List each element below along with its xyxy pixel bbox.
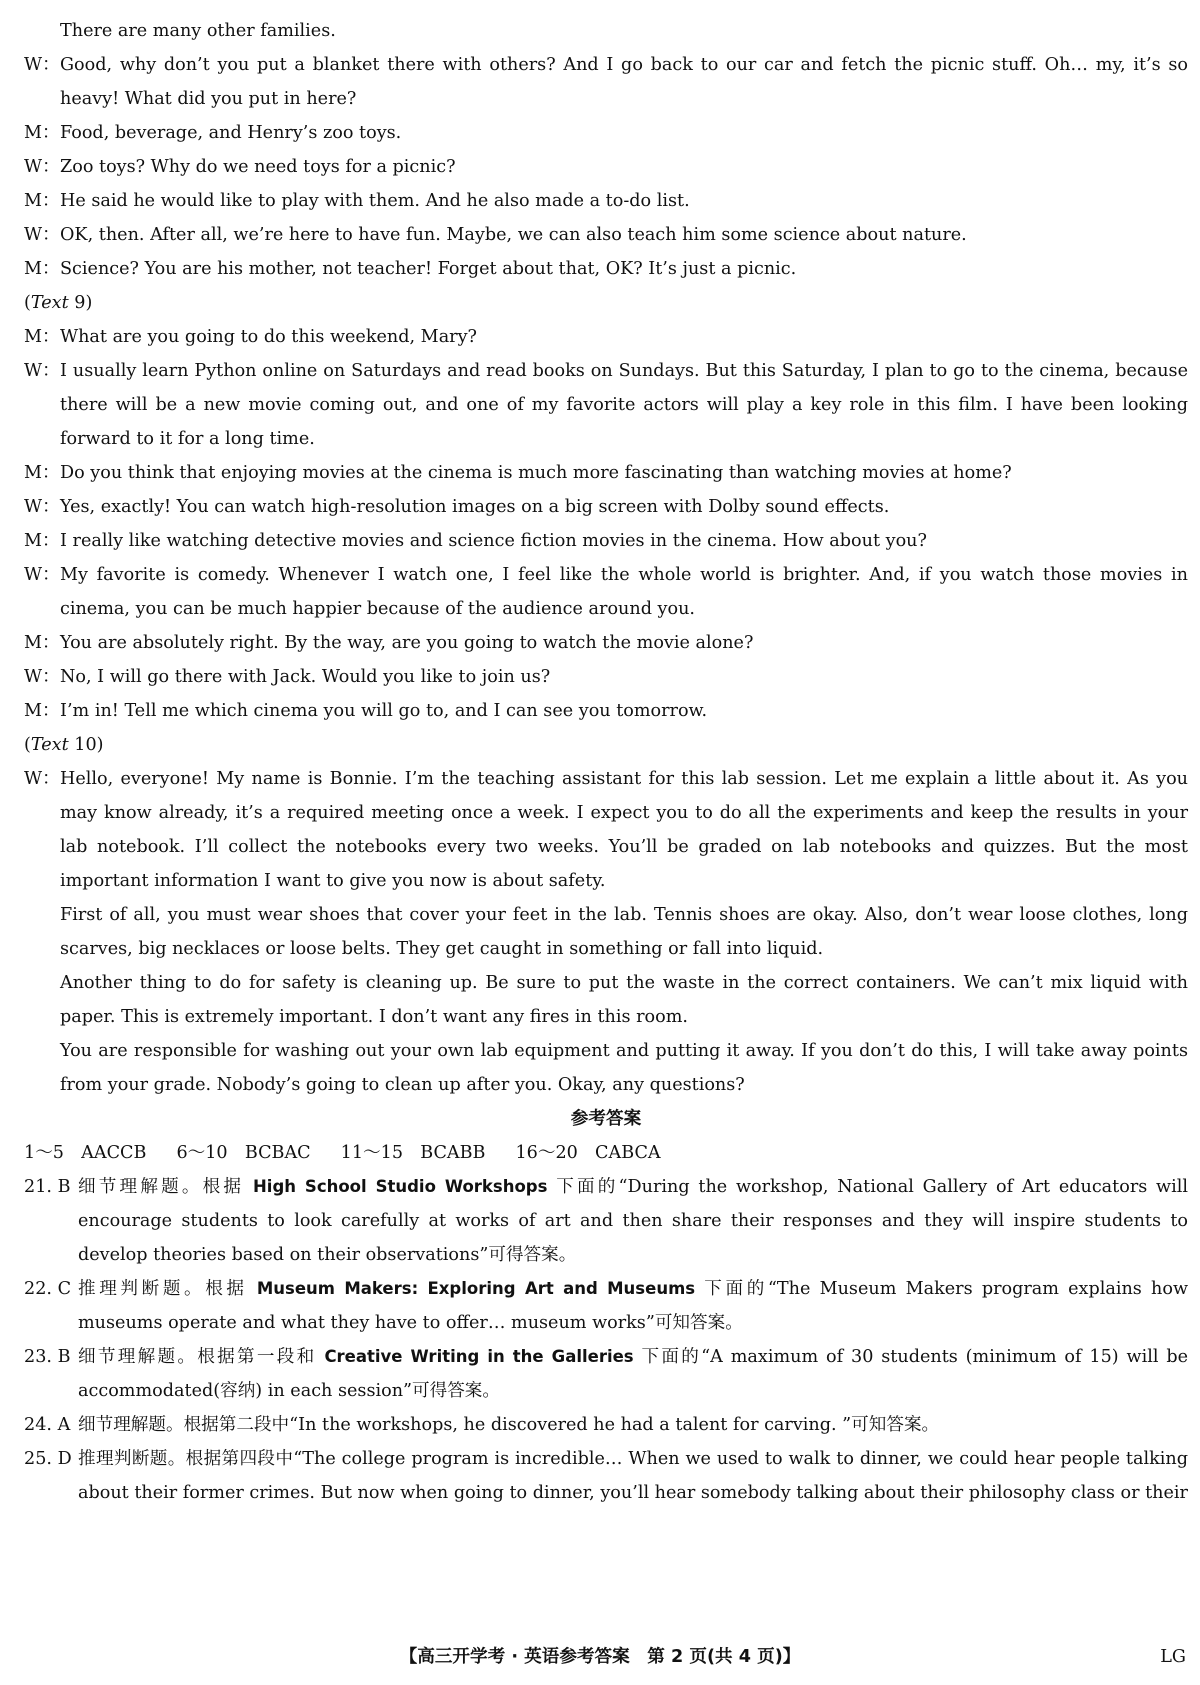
answer-key-row xyxy=(24,1136,1188,1170)
key-group: 11～15 BCABB xyxy=(340,1143,486,1163)
dialogue-text: I usually learn Python online on Saturdays and read books on Sundays. But this Saturday, I plan to go to the cinema, because there will be a new movie coming out, and one of my favorite actors will play a key role in this film. I have been looking forward to it for a long time. xyxy=(60,361,1188,449)
passage-heading-ref: Museum Makers: Exploring Art and Museums xyxy=(256,1279,696,1298)
answer-item xyxy=(24,1408,1188,1442)
dialogue-line xyxy=(24,354,1188,456)
dialogue-line xyxy=(24,320,1188,354)
speaker-label: W： xyxy=(24,565,60,585)
dialogue-line xyxy=(24,116,1188,150)
dialogue-line xyxy=(24,150,1188,184)
monologue-text: Hello, everyone! My name is Bonnie. I’m the teaching assistant for this lab session. Let me explain a little about it. As you may know already, it’s a required meeting once a week. I expect you to do all the experiments and keep the results in your lab notebook. I’ll collect the notebooks every two weeks. You’ll be graded on lab notebooks and quizzes. But the most important information I want to give you now is about safety. xyxy=(60,769,1188,891)
speaker-label: W： xyxy=(24,497,60,517)
speaker-label: M： xyxy=(24,701,60,721)
page-footer xyxy=(0,1640,1200,1674)
dialogue-line xyxy=(24,14,1188,48)
text10-paragraph: You are responsible for washing out your own lab equipment and putting it away. If you don’t do this, I will take away points from your grade. Nobody’s going to clean up after you. Okay, any questions? xyxy=(60,1041,1188,1095)
dialogue-text: My favorite is comedy. Whenever I watch one, I feel like the whole world is brighter. And, if you watch those movies in cinema, you can be much happier because of the audience around you. xyxy=(60,565,1188,619)
dialogue-text: I’m in! Tell me which cinema you will go to, and I can see you tomorrow. xyxy=(60,701,708,721)
text10-paragraph: First of all, you must wear shoes that cover your feet in the lab. Tennis shoes are okay. Also, don’t wear loose clothes, long scarves, big necklaces or loose belts. They get caught in something or fall into liquid. xyxy=(60,905,1188,959)
dialogue-text: Zoo toys? Why do we need toys for a picnic? xyxy=(60,157,456,177)
speaker-label: M： xyxy=(24,531,60,551)
dialogue-line xyxy=(24,524,1188,558)
speaker-label: W： xyxy=(24,361,60,381)
speaker-label xyxy=(24,14,60,48)
dialogue-text: Yes, exactly! You can watch high-resolution images on a big screen with Dolby sound effects. xyxy=(60,497,890,517)
dialogue-line xyxy=(24,456,1188,490)
text9-label: (Text 9) xyxy=(24,293,93,313)
dialogue-text: Good, why don’t you put a blanket there with others? And I go back to our car and fetch the picnic stuff. Oh… my, it’s so heavy! What did you put in here? xyxy=(60,55,1188,109)
speaker-label: M： xyxy=(24,259,60,279)
answer-explanation: 细节理解题。根据第二段中“In the workshops, he discovered he had a talent for carving. ”可知答案。 xyxy=(78,1415,940,1435)
answer-number: 22. C xyxy=(24,1279,72,1299)
text10-paragraph: Another thing to do for safety is cleaning up. Be sure to put the waste in the correct containers. We can’t mix liquid with paper. This is extremely important. I don’t want any fires in this room. xyxy=(60,973,1188,1027)
answer-explanation: 细节理解题。根据第一段和 Creative Writing in the Galleries 下面的“A maximum of 30 students (minimum of 15) will be accommodated(容纳) in each session”可得答案。 xyxy=(78,1347,1188,1401)
answer-explanations xyxy=(24,1170,1188,1510)
speaker-label: W： xyxy=(24,667,60,687)
dialogue-text: You are absolutely right. By the way, are you going to watch the movie alone? xyxy=(60,633,754,653)
answer-explanation: 推理判断题。根据第四段中“The college program is incredible… When we used to walk to dinner, we could hear people talking about their former crimes. But now when going to dinner, you’ll hear somebody talking about their philosophy class or their xyxy=(78,1449,1188,1503)
dialogue-text: Do you think that enjoying movies at the cinema is much more fascinating than watching movies at home? xyxy=(60,463,1012,483)
dialogue-line xyxy=(24,660,1188,694)
dialogue-text: OK, then. After all, we’re here to have fun. Maybe, we can also teach him some science about nature. xyxy=(60,225,967,245)
transcript-top xyxy=(24,14,1188,286)
key-group: 1～5 AACCB xyxy=(24,1143,147,1163)
text9-dialogue xyxy=(24,320,1188,728)
dialogue-text: What are you going to do this weekend, Mary? xyxy=(60,327,477,347)
speaker-label: W： xyxy=(24,769,60,789)
passage-heading-ref: High School Studio Workshops xyxy=(252,1177,548,1196)
answer-explanation: 推理判断题。根据 Museum Makers: Exploring Art and Museums 下面的“The Museum Makers program explains how museums operate and what they have to offer… museum works”可知答案。 xyxy=(78,1279,1189,1333)
dialogue-text: I really like watching detective movies and science fiction movies in the cinema. How about you? xyxy=(60,531,927,551)
speaker-label: M： xyxy=(24,463,60,483)
speaker-label: W： xyxy=(24,55,60,75)
speaker-label: W： xyxy=(24,157,60,177)
answer-item xyxy=(24,1442,1188,1510)
dialogue-line xyxy=(24,48,1188,116)
footer-title: 【高三开学考 · 英语参考答案 第 2 页(共 4 页)】 xyxy=(399,1647,801,1667)
text10-first-paragraph xyxy=(24,762,1188,898)
dialogue-line xyxy=(24,694,1188,728)
answer-item xyxy=(24,1170,1188,1272)
key-group: 6～10 BCBAC xyxy=(176,1143,311,1163)
answer-number: 25. D xyxy=(24,1449,72,1469)
dialogue-line xyxy=(24,626,1188,660)
text10-label: (Text 10) xyxy=(24,735,104,755)
answer-explanation: 细节理解题。根据 High School Studio Workshops 下面的“During the workshop, National Gallery of Art educators will encourage students to look carefully at works of art and then share their responses and they will inspire students to develop theories based on their observations”可得答案。 xyxy=(78,1177,1188,1265)
speaker-label: M： xyxy=(24,191,60,211)
footer-code: LG xyxy=(1160,1647,1186,1667)
dialogue-line xyxy=(24,558,1188,626)
dialogue-text: He said he would like to play with them. And he also made a to-do list. xyxy=(60,191,690,211)
dialogue-line xyxy=(24,218,1188,252)
dialogue-line xyxy=(24,490,1188,524)
key-group: 16～20 CABCA xyxy=(515,1143,661,1163)
dialogue-line xyxy=(24,252,1188,286)
speaker-label: W： xyxy=(24,225,60,245)
answers-heading: 参考答案 xyxy=(570,1109,642,1129)
answer-number: 24. A xyxy=(24,1415,71,1435)
dialogue-text: Food, beverage, and Henry’s zoo toys. xyxy=(60,123,402,143)
dialogue-line xyxy=(24,184,1188,218)
answer-item xyxy=(24,1340,1188,1408)
speaker-label: M： xyxy=(24,633,60,653)
page-content xyxy=(24,14,1188,1510)
dialogue-text: There are many other families. xyxy=(60,21,336,41)
answer-item xyxy=(24,1272,1188,1340)
answer-number: 21. B xyxy=(24,1177,71,1197)
answer-number: 23. B xyxy=(24,1347,71,1367)
passage-heading-ref: Creative Writing in the Galleries xyxy=(324,1347,634,1366)
dialogue-text: Science? You are his mother, not teacher! Forget about that, OK? It’s just a picnic. xyxy=(60,259,797,279)
speaker-label: M： xyxy=(24,123,60,143)
speaker-label: M： xyxy=(24,327,60,347)
dialogue-text: No, I will go there with Jack. Would you like to join us? xyxy=(60,667,551,687)
